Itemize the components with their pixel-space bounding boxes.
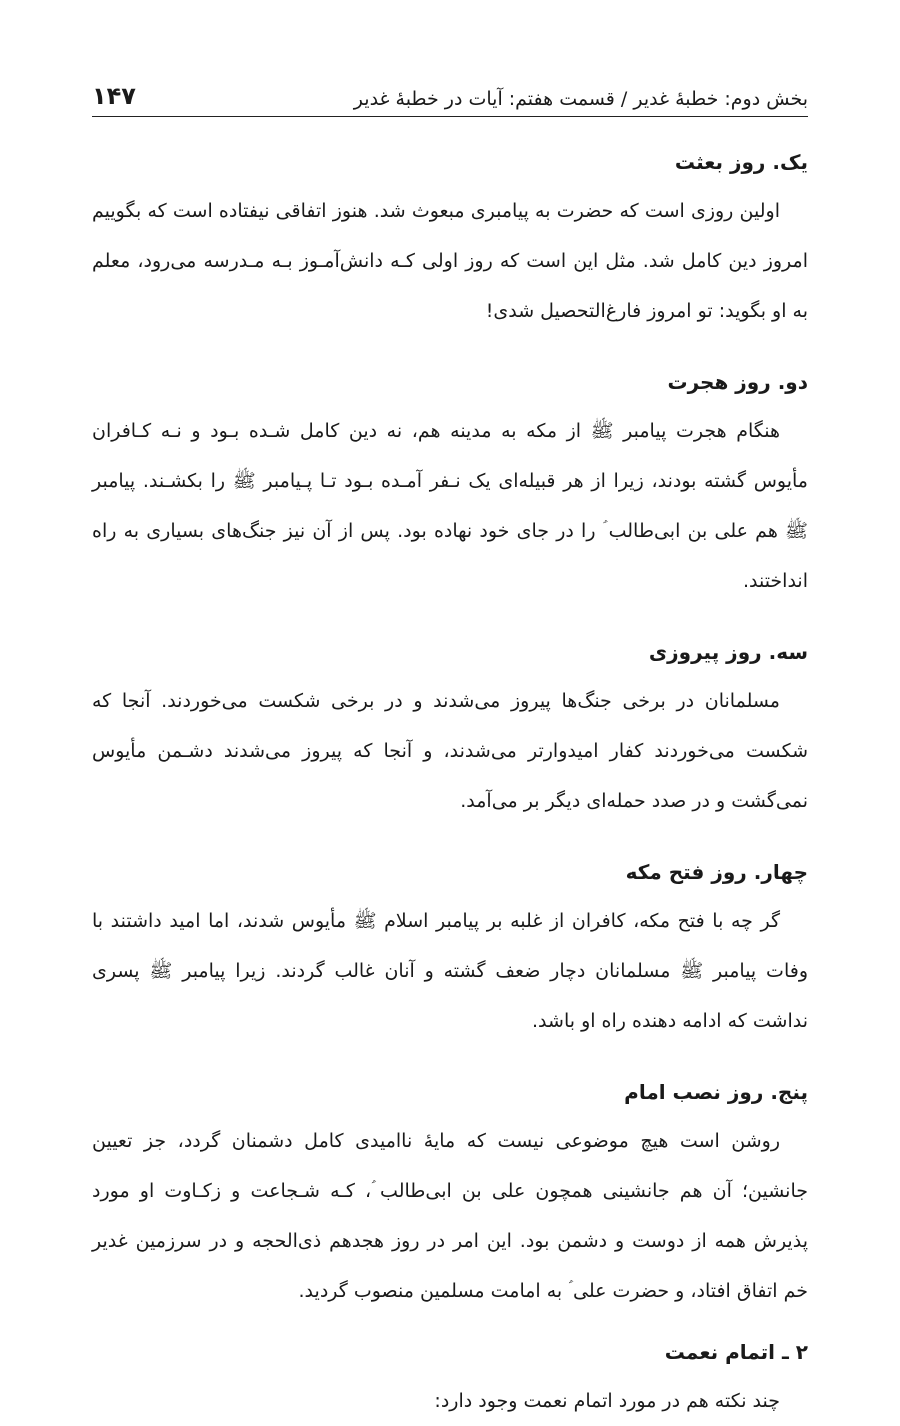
book-page [92,0,808,1412]
section-heading: پنج. روز نصب امام [624,1080,808,1104]
section-paragraph: روشن است هیچ موضوعی نیست که مایهٔ ناامیدی کامل دشمنان گردد، جز تعیین جانشین؛ آن هم جانشینی همچون علی بن ابی‌طالب ؑ، کـه شـجاعت و زکـاوت او مورد پذیرش همه از دوست و دشمن بود. این امر در روز هجدهم ذی‌الحجه و در سرزمین غدیر خم اتفاق افتاد، و حضرت علی ؑ به امامت مسلمین منصوب گردید. [92,1130,808,1302]
section-paragraph: اولین روزی است که حضرت به پیامبری مبعوث شد. هنوز اتفاقی نیفتاده است که بگوییم امروز دین کامل شد. مثل این است که روز اولی کـه دانش‌آمـوز بـه مـدرسه می‌رود، معلم به او بگوید: تو امروز فارغ‌التحصیل شدی! [92,200,808,322]
running-title: بخش دوم: خطبهٔ غدیر / قسمت هفتم: آیات در خطبهٔ غدیر [353,88,808,110]
section-heading: سه. روز پیروزی [648,640,808,664]
header-divider [92,116,808,117]
section-paragraph: مسلمانان در برخی جنگ‌ها پیروز می‌شدند و در برخی شکست می‌خوردند. آنجا که شکست می‌خوردند کفار امیدوارتر می‌شدند، و آنجا که پیروز می‌شدند دشـمن مأیوس نمی‌گشت و در صدد حمله‌ای دیگر بر می‌آمد. [92,690,808,812]
section-heading: یک. روز بعثت [674,150,808,174]
section-heading: چهار. روز فتح مکه [625,860,808,884]
section-paragraph: هنگام هجرت پیامبر ﷺ از مکه به مدینه هم، نه دین کامل شـده بـود و نـه کـافران مأیوس گشته بودند، زیرا از هر قبیله‌ای یک نـفر آمـده بـود تـا پـیامبر ﷺ را بکشـند. پیامبر ﷺ هم علی بن ابی‌طالب ؑ را در جای خود نهاده بود. پس از آن نیز جنگ‌های بسیاری به راه انداختند. [92,420,808,592]
page-body [92,138,808,1426]
section-paragraph: چند نکته هم در مورد اتمام نعمت وجود دارد: [434,1390,780,1412]
page-number: ۱۴۷ [92,82,136,110]
running-head [92,74,808,110]
section-paragraph: گر چه با فتح مکه، کافران از غلبه بر پیامبر اسلام ﷺ مأیوس شدند، اما امید داشتند با وفات پیامبر ﷺ مسلمانان دچار ضعف گشته و آنان غالب گردند. زیرا پیامبر ﷺ پسری نداشت که ادامه دهنده راه او باشد. [92,910,808,1032]
section-heading: دو. روز هجرت [667,370,808,394]
section-heading: ۲ ـ اتمام نعمت [664,1340,808,1364]
